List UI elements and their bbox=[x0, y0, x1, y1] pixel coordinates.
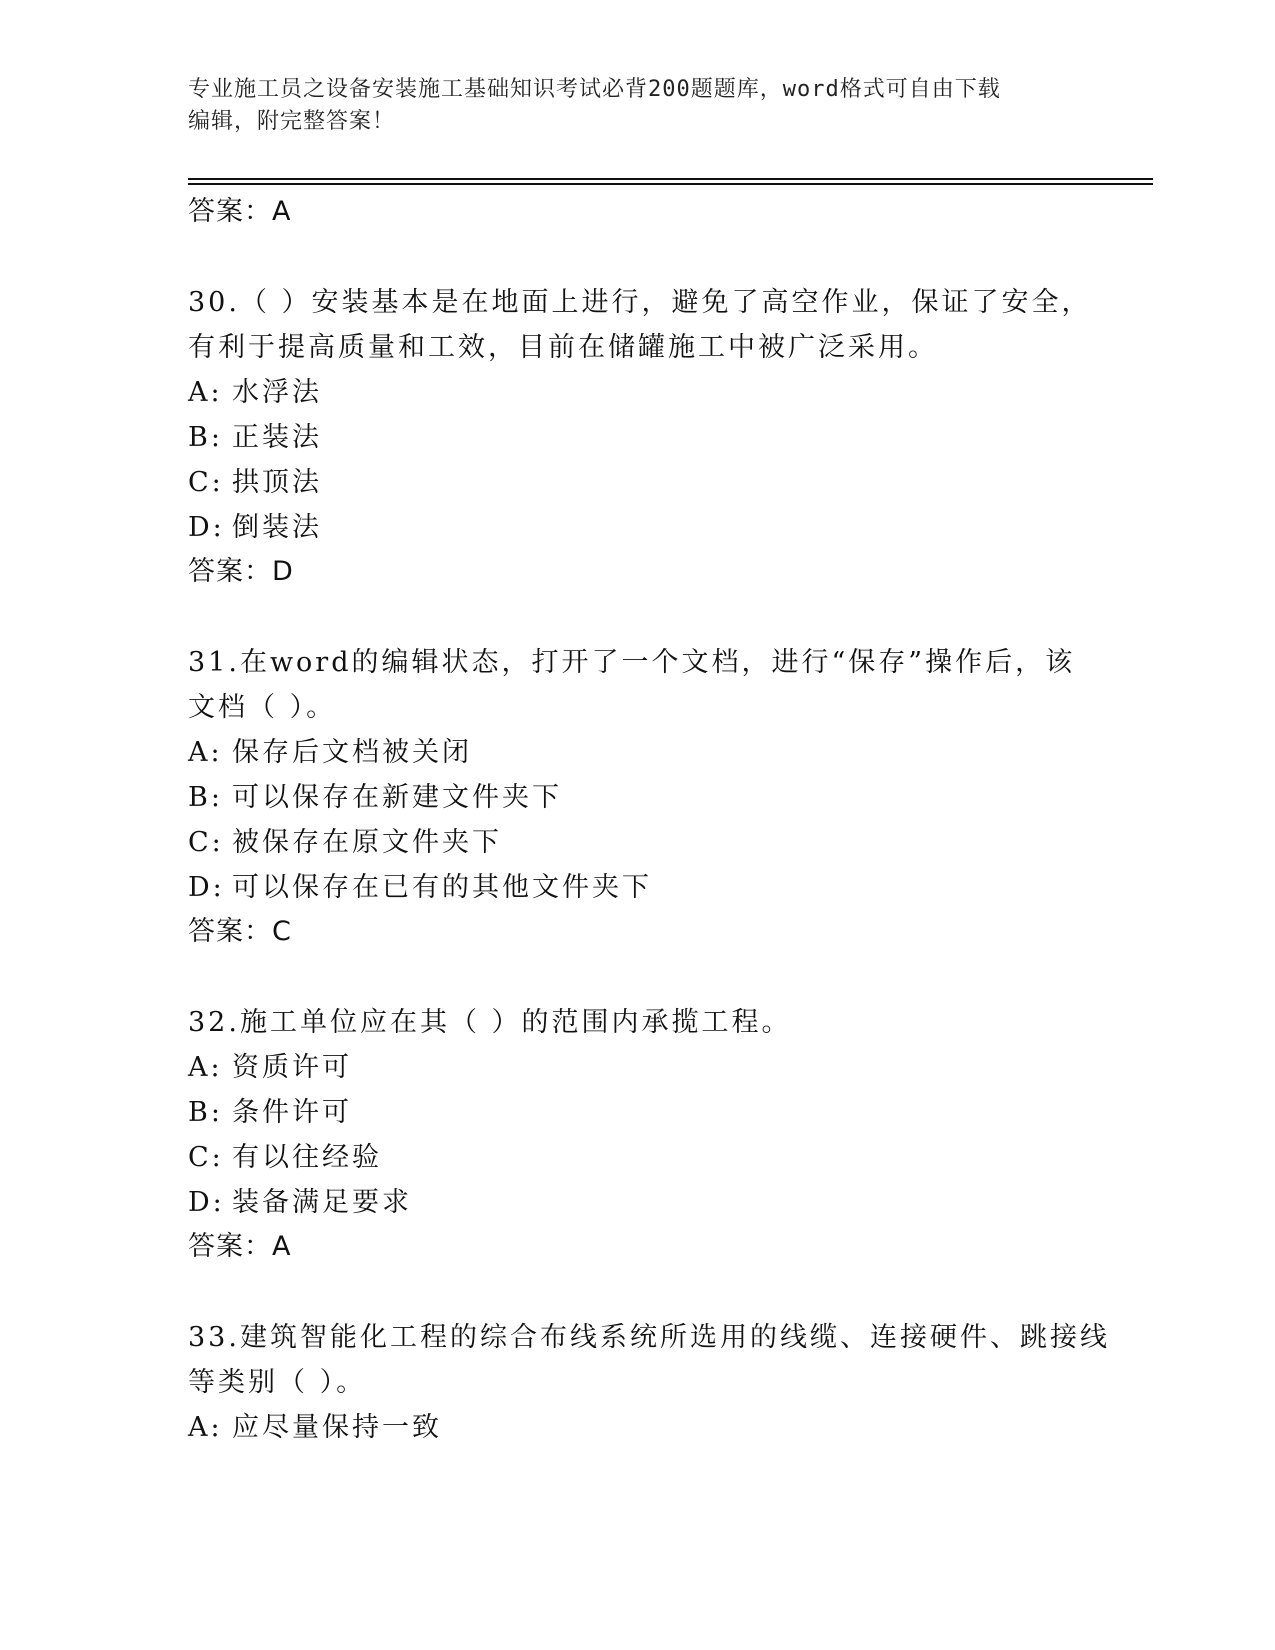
option-a bbox=[188, 1045, 1088, 1090]
option-c bbox=[188, 820, 1088, 865]
option-a bbox=[188, 730, 1088, 775]
option-d bbox=[188, 1180, 1088, 1225]
option-text: 倒装法 bbox=[232, 512, 322, 543]
stem-line: 30.（ ）安装基本是在地面上进行，避免了高空作业，保证了安全， bbox=[188, 287, 1092, 318]
option-letter: B: bbox=[188, 422, 223, 453]
option-d bbox=[188, 505, 1088, 550]
option-text: 可以保存在新建文件夹下 bbox=[232, 782, 562, 813]
option-letter: D: bbox=[188, 512, 225, 543]
stem-line: 等类别（ ）。 bbox=[188, 1367, 367, 1398]
option-letter: C: bbox=[188, 827, 224, 858]
answer: 答案：C bbox=[188, 916, 292, 947]
stem-line: 有利于提高质量和工效，目前在储罐施工中被广泛采用。 bbox=[188, 332, 938, 363]
question-31 bbox=[188, 640, 1088, 954]
option-text: 资质许可 bbox=[232, 1052, 352, 1083]
answer: 答案：D bbox=[188, 556, 294, 587]
option-text: 有以往经验 bbox=[232, 1142, 382, 1173]
option-c bbox=[188, 1135, 1088, 1180]
header-line-1: 专业施工员之设备安装施工基础知识考试必背200题题库，word格式可自由下载 bbox=[188, 77, 1001, 102]
previous-answer: 答案：A bbox=[188, 196, 292, 227]
option-letter: B: bbox=[188, 1097, 223, 1128]
question-stem bbox=[188, 1315, 1110, 1405]
question-stem bbox=[188, 640, 1088, 730]
option-letter: D: bbox=[188, 1187, 225, 1218]
option-text: 装备满足要求 bbox=[232, 1187, 412, 1218]
document-body bbox=[188, 190, 1110, 1450]
header-rule-top bbox=[188, 178, 1153, 180]
option-text: 保存后文档被关闭 bbox=[232, 737, 472, 768]
option-text: 拱顶法 bbox=[232, 467, 322, 498]
option-text: 应尽量保持一致 bbox=[232, 1412, 442, 1443]
stem-line: 文档（ ）。 bbox=[188, 692, 337, 723]
stem-line: 32.施工单位应在其（ ）的范围内承揽工程。 bbox=[188, 1007, 792, 1038]
answer: 答案：A bbox=[188, 1231, 292, 1262]
option-text: 正装法 bbox=[232, 422, 322, 453]
option-d bbox=[188, 865, 1088, 910]
stem-line: 33.建筑智能化工程的综合布线系统所选用的线缆、连接硬件、跳接线 bbox=[188, 1322, 1110, 1353]
question-stem bbox=[188, 280, 1092, 370]
option-a bbox=[188, 370, 1088, 415]
option-a bbox=[188, 1405, 1088, 1450]
header-rule-bottom bbox=[188, 183, 1153, 185]
option-text: 被保存在原文件夹下 bbox=[232, 827, 502, 858]
option-letter: C: bbox=[188, 1142, 224, 1173]
document-header bbox=[188, 74, 1068, 138]
option-text: 水浮法 bbox=[232, 377, 322, 408]
option-letter: B: bbox=[188, 782, 223, 813]
question-30 bbox=[188, 280, 1092, 594]
option-letter: A: bbox=[188, 737, 223, 768]
option-letter: A: bbox=[188, 1412, 223, 1443]
option-letter: A: bbox=[188, 377, 223, 408]
question-32 bbox=[188, 1000, 1088, 1269]
option-letter: C: bbox=[188, 467, 224, 498]
option-text: 条件许可 bbox=[232, 1097, 352, 1128]
option-c bbox=[188, 460, 1088, 505]
option-b bbox=[188, 415, 1088, 460]
option-letter: A: bbox=[188, 1052, 223, 1083]
question-33 bbox=[188, 1315, 1110, 1450]
question-stem bbox=[188, 1000, 1088, 1045]
option-b bbox=[188, 1090, 1088, 1135]
header-line-2: 编辑，附完整答案！ bbox=[188, 109, 396, 134]
option-letter: D: bbox=[188, 872, 225, 903]
option-b bbox=[188, 775, 1088, 820]
stem-line: 31.在word的编辑状态，打开了一个文档，进行“保存”操作后，该 bbox=[188, 647, 1076, 678]
option-text: 可以保存在已有的其他文件夹下 bbox=[232, 872, 652, 903]
